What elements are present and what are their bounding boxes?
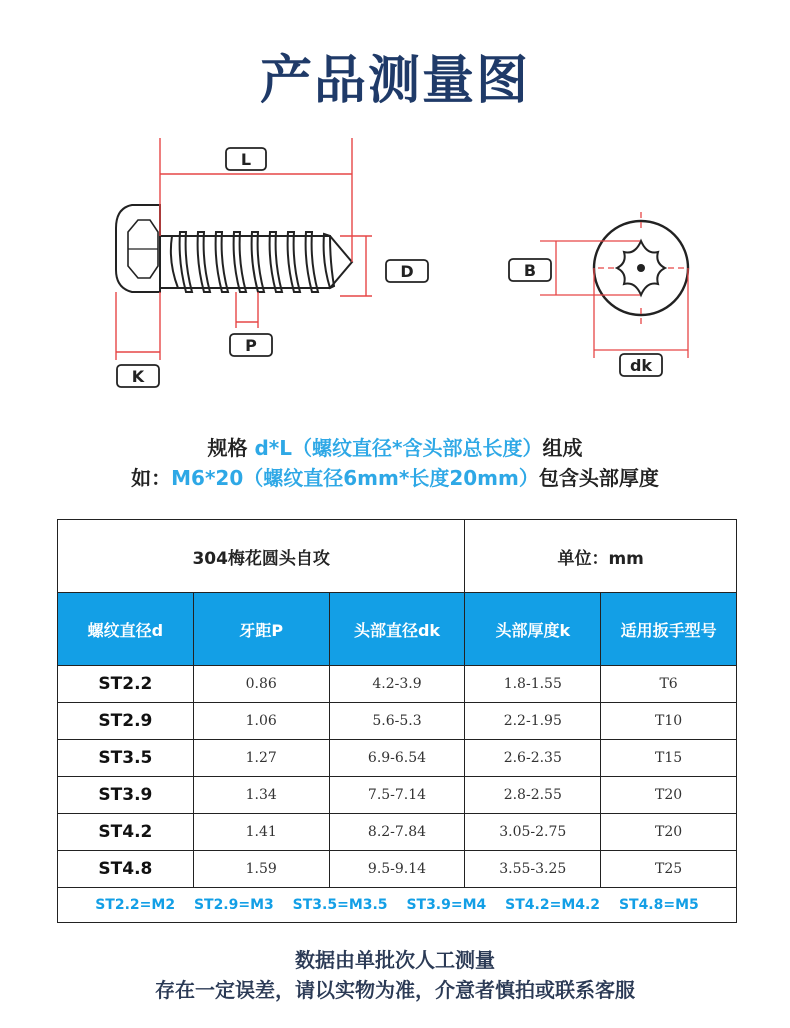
equivalents-row xyxy=(58,888,737,923)
table-row xyxy=(58,777,737,814)
table-cell: ST4.2 xyxy=(58,814,194,851)
equivalent-item: ST4.2=M4.2 xyxy=(505,897,601,913)
equivalent-item: ST4.8=M5 xyxy=(618,897,699,913)
spec-line-2 xyxy=(0,462,790,491)
svg-text:D: D xyxy=(400,262,414,281)
svg-text:L: L xyxy=(240,150,252,169)
table-cell: 1.06 xyxy=(193,703,329,740)
svg-text:dk: dk xyxy=(629,356,653,375)
spec-line-1-suffix: 组成 xyxy=(542,436,583,460)
spec-line-1-highlight: d*L（螺纹直径*含头部总长度） xyxy=(254,436,543,460)
table-cell: 8.2-7.84 xyxy=(329,814,465,851)
column-header: 牙距P xyxy=(193,593,329,666)
column-header: 适用扳手型号 xyxy=(601,593,737,666)
dimension-label-P xyxy=(230,334,272,356)
table-cell: T25 xyxy=(601,851,737,888)
equivalent-item: ST3.5=M3.5 xyxy=(292,897,388,913)
table-cell: T10 xyxy=(601,703,737,740)
spec-line-1 xyxy=(0,432,790,461)
table-cell: 9.5-9.14 xyxy=(329,851,465,888)
equivalent-item: ST2.9=M3 xyxy=(193,897,274,913)
table-cell: ST3.9 xyxy=(58,777,194,814)
equivalent-item: ST2.2=M2 xyxy=(95,897,176,913)
table-cell: 2.2-1.95 xyxy=(465,703,601,740)
disclaimer-line-1: 数据由单批次人工测量 xyxy=(295,948,495,972)
table-cell: 4.2-3.9 xyxy=(329,666,465,703)
table-row xyxy=(58,740,737,777)
table-cell: 3.05-2.75 xyxy=(465,814,601,851)
page-title: 产品测量图 xyxy=(259,51,530,111)
table-cell: 3.55-3.25 xyxy=(465,851,601,888)
spec-line-2-prefix: 如： xyxy=(131,466,172,490)
table-row xyxy=(58,666,737,703)
equivalents-cell xyxy=(58,888,737,923)
column-header-row xyxy=(58,593,737,666)
product-name: 304梅花圆头自攻 xyxy=(58,520,465,593)
table-cell: T20 xyxy=(601,814,737,851)
table-row xyxy=(58,703,737,740)
spec-line-2-suffix: 包含头部厚度 xyxy=(538,466,659,490)
spec-line-1-prefix: 规格 xyxy=(207,436,248,460)
dimension-label-K xyxy=(117,365,159,387)
table-cell: 5.6-5.3 xyxy=(329,703,465,740)
table-cell: 1.8-1.55 xyxy=(465,666,601,703)
equivalent-item: ST3.9=M4 xyxy=(406,897,487,913)
table-cell: 2.8-2.55 xyxy=(465,777,601,814)
table-cell: T15 xyxy=(601,740,737,777)
table-cell: T6 xyxy=(601,666,737,703)
table-title-row xyxy=(58,520,737,593)
table-row xyxy=(58,851,737,888)
spec-table xyxy=(57,519,737,923)
dimension-label-dk xyxy=(620,354,662,376)
column-header: 头部直径dk xyxy=(329,593,465,666)
disclaimer-line-2: 存在一定误差，请以实物为准，介意者慎拍或联系客服 xyxy=(155,978,635,1002)
svg-text:P: P xyxy=(245,336,257,355)
table-cell: 1.59 xyxy=(193,851,329,888)
table-cell: 2.6-2.35 xyxy=(465,740,601,777)
table-cell: 1.34 xyxy=(193,777,329,814)
table-cell: 6.9-6.54 xyxy=(329,740,465,777)
table-cell: T20 xyxy=(601,777,737,814)
dimension-label-B xyxy=(509,259,551,281)
table-cell: ST4.8 xyxy=(58,851,194,888)
table-cell: 0.86 xyxy=(193,666,329,703)
column-header: 螺纹直径d xyxy=(58,593,194,666)
screw-measurement-diagram xyxy=(0,120,790,400)
table-cell: 1.27 xyxy=(193,740,329,777)
screw-side-view xyxy=(116,138,428,387)
unit-label: 单位：mm xyxy=(465,520,737,593)
dimension-label-D xyxy=(386,260,428,282)
dimension-label-L xyxy=(226,148,266,170)
table-cell: 1.41 xyxy=(193,814,329,851)
table-cell: ST2.9 xyxy=(58,703,194,740)
table-row xyxy=(58,814,737,851)
table-cell: 7.5-7.14 xyxy=(329,777,465,814)
table-cell: ST3.5 xyxy=(58,740,194,777)
svg-text:B: B xyxy=(523,261,537,280)
screw-head-top-view xyxy=(509,212,688,376)
svg-text:K: K xyxy=(131,367,145,386)
column-header: 头部厚度k xyxy=(465,593,601,666)
table-cell: ST2.2 xyxy=(58,666,194,703)
spec-line-2-highlight: M6*20（螺纹直径6mm*长度20mm） xyxy=(171,466,539,490)
